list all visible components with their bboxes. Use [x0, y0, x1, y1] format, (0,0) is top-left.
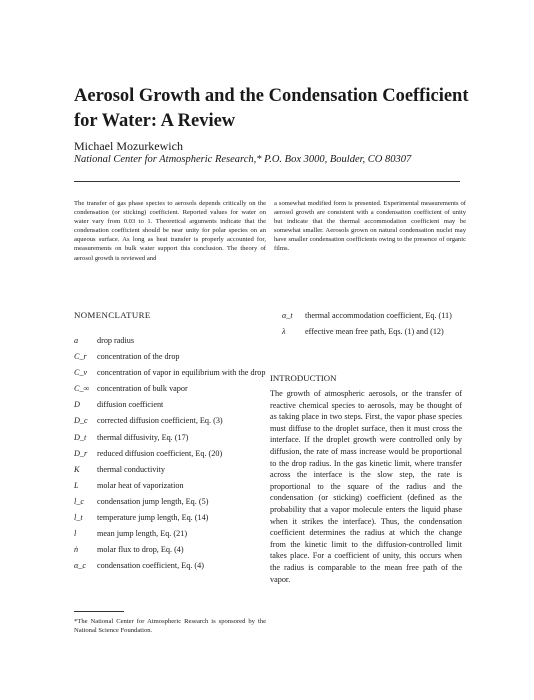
paper-title: Aerosol Growth and the Condensation Coefficient for Water: A Review [74, 86, 469, 131]
nomenclature-symbol: λ [282, 327, 286, 337]
nomenclature-definition: concentration of vapor in equilibrium with the drop [97, 368, 266, 378]
nomenclature-entry [282, 326, 462, 337]
nomenclature-symbol: D_c [74, 416, 88, 426]
nomenclature-definition: thermal accommodation coefficient, Eq. (11) [305, 311, 452, 320]
nomenclature-symbol: C_v [74, 368, 88, 378]
nomenclature-entry [74, 496, 270, 507]
nomenclature-entry [74, 383, 270, 394]
nomenclature-definition: mean jump length, Eq. (21) [97, 529, 188, 539]
nomenclature-entry [74, 480, 270, 491]
nomenclature-symbol: α_t [282, 311, 293, 320]
nomenclature-definition: concentration of bulk vapor [97, 384, 188, 394]
nomenclature-definition: temperature jump length, Eq. (14) [97, 513, 209, 523]
nomenclature-symbol: l_t [74, 513, 83, 523]
introduction-text: The growth of atmospheric aerosols, or the transfer of reactive chemical species to aerosols, may be thought of as taking place in two steps. First, the vapor phase species must diffuse to the droplet surface, then it must cross the interface. If the droplet growth were controlled only by diffusion, the rate of mass increase would be proportional to the drop radius. In the gas kinetic limit, where transfer across the interface is the slow step, the rate is proportional to the square of the radius and the condensation (or sticking) coefficient (defined as the probability that a vapor molecule enters the liquid phase when it strikes the interface). Thus, the condensation coefficient determines the radius at which the change from the kinetic limit to the diffusion-controlled limit takes place. For a coefficient of unity, this occurs when the radius is comparable to the mean free path of the vapor. [270, 389, 462, 584]
nomenclature-symbol: α_c [74, 561, 87, 571]
nomenclature-symbol: L [74, 480, 79, 490]
nomenclature-definition: diffusion coefficient [97, 400, 164, 410]
introduction-heading: INTRODUCTION [270, 373, 337, 383]
nomenclature-symbol: C_r [74, 352, 87, 362]
nomenclature-entry [74, 448, 270, 459]
nomenclature-entry [74, 335, 270, 346]
footnote-rule [74, 611, 124, 612]
nomenclature-entry [74, 544, 270, 555]
nomenclature-symbol: l [74, 529, 77, 539]
nomenclature-definition: thermal conductivity [97, 464, 165, 474]
author-affiliation: National Center for Atmospheric Research,* P.O. Box 3000, Boulder, CO 80307 [74, 154, 412, 165]
nomenclature-definition: condensation jump length, Eq. (5) [97, 496, 209, 506]
header-rule [74, 181, 460, 182]
nomenclature-list-left [74, 335, 270, 576]
nomenclature-symbol: D [74, 400, 80, 410]
nomenclature-definition: condensation coefficient, Eq. (4) [97, 561, 204, 571]
nomenclature-definition: molar heat of vaporization [97, 480, 184, 490]
nomenclature-definition: thermal diffusivity, Eq. (17) [97, 432, 189, 442]
nomenclature-symbol: ṅ [74, 545, 79, 555]
nomenclature-entry [74, 367, 270, 378]
nomenclature-symbol: C_∞ [74, 384, 90, 394]
nomenclature-entry [282, 310, 462, 321]
nomenclature-definition: reduced diffusion coefficient, Eq. (20) [97, 448, 223, 458]
author-name: Michael Mozurkewich [74, 139, 183, 153]
nomenclature-symbol: D_t [74, 432, 87, 442]
nomenclature-symbol: K [74, 464, 80, 474]
nomenclature-heading: NOMENCLATURE [74, 310, 151, 320]
nomenclature-entry [74, 512, 270, 523]
nomenclature-definition: drop radius [97, 336, 135, 345]
nomenclature-symbol: l_c [74, 496, 85, 506]
nomenclature-symbol: a [74, 336, 79, 345]
nomenclature-entry [74, 528, 270, 539]
nomenclature-list-right [282, 310, 462, 342]
nomenclature-entry [74, 432, 270, 443]
nomenclature-definition: molar flux to drop, Eq. (4) [97, 545, 184, 555]
nomenclature-entry [74, 560, 270, 571]
nomenclature-definition: effective mean free path, Eqs. (1) and (12) [305, 327, 444, 337]
nomenclature-entry [74, 415, 270, 426]
footnote: *The National Center for Atmospheric Research is sponsored by the National Science Foundation. [74, 618, 266, 634]
abstract-right-column: a somewhat modified form is presented. Experimental measurements of aerosol growth are consistent with a condensation coefficient of unity but indicate that the thermal accommodation coefficient may be somewhat smaller. Aerosols grown on natural condensation nuclei may have smaller condensation coefficients owing to the presence of organic films. [274, 200, 466, 253]
nomenclature-entry [74, 399, 270, 410]
nomenclature-entry [74, 464, 270, 475]
abstract-left-column: The transfer of gas phase species to aerosols depends critically on the condensation (or sticking) coefficient. Reported values for water on water vary from 0.03 to 1. Theoretical arguments indicate that the condensation coefficient should be near unity for polar species on an aqueous surface. As long as heat transfer is properly accounted for, measurements on bulk water support this conclusion. The theory of aerosol growth is reviewed and [74, 200, 266, 262]
nomenclature-symbol: D_r [74, 448, 88, 458]
nomenclature-definition: corrected diffusion coefficient, Eq. (3) [97, 416, 223, 426]
nomenclature-definition: concentration of the drop [97, 352, 180, 362]
nomenclature-entry [74, 351, 270, 362]
